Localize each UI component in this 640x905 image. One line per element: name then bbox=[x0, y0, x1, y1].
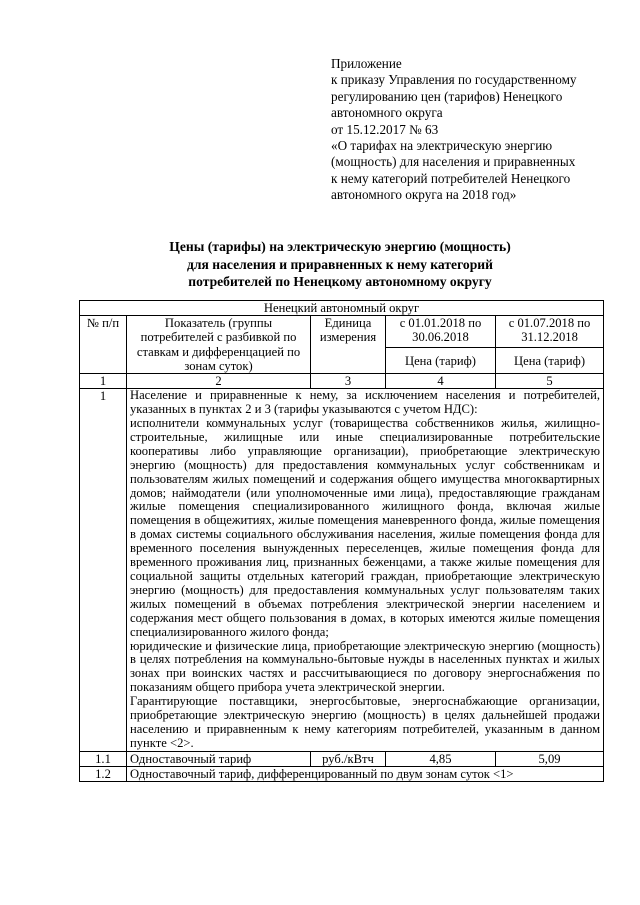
appendix-line: Приложение bbox=[331, 56, 402, 71]
document-title bbox=[100, 238, 580, 291]
row-1-description bbox=[127, 389, 604, 752]
header-indicator: Показатель (группы потребителей с разбивкой по ставкам и дифференцацией по зонам суток) bbox=[127, 316, 311, 374]
table-row-1-1 bbox=[80, 751, 604, 766]
header-num: № п/п bbox=[80, 316, 127, 374]
column-number: 3 bbox=[311, 374, 386, 389]
row-number: 1.1 bbox=[80, 751, 127, 766]
header-row bbox=[80, 316, 604, 348]
column-number-row bbox=[80, 374, 604, 389]
appendix-line: автономного округа на 2018 год» bbox=[331, 187, 517, 203]
row-number: 1 bbox=[80, 389, 127, 752]
appendix-line: к приказу Управления по государственному bbox=[331, 72, 577, 88]
appendix-line: (мощность) для населения и приравненных bbox=[331, 154, 576, 170]
header-period-1: с 01.01.2018 по 30.06.2018 bbox=[386, 316, 496, 348]
row-label: Одноставочный тариф bbox=[127, 751, 311, 766]
title-line: потребителей по Ненецкому автономному округу bbox=[188, 274, 492, 289]
appendix-line: к нему категорий потребителей Ненецкого bbox=[331, 170, 571, 186]
appendix-line: «О тарифах на электрическую энергию bbox=[331, 138, 553, 154]
region-cell: Ненецкий автономный округ bbox=[80, 301, 604, 316]
appendix-line: автономного округа bbox=[331, 105, 443, 121]
column-number: 4 bbox=[386, 374, 496, 389]
table-row-1 bbox=[80, 389, 604, 752]
header-period-2: с 01.07.2018 по 31.12.2018 bbox=[496, 316, 604, 348]
column-number: 2 bbox=[127, 374, 311, 389]
column-number: 1 bbox=[80, 374, 127, 389]
row-1-paragraph: Население и приравненные к нему, за исключением населения и потребителей, указанных в пунктах 2 и 3 (тарифы указываются с учетом НДС): bbox=[130, 388, 601, 417]
table-row-1-2 bbox=[80, 766, 604, 781]
row-label: Одноставочный тариф, дифференцированный по двум зонам суток <1> bbox=[127, 766, 604, 781]
title-line: для населения и приравненных к нему категорий bbox=[187, 256, 493, 272]
row-unit: руб./кВтч bbox=[311, 751, 386, 766]
row-1-paragraph: Гарантирующие поставщики, энергосбытовые, энергоснабжающие организации, приобретающие электрическую энергию (мощность) в целях дальнейшей продажи населению и приравненным к нему категориям потребителей, указанным в данном пункте <2>. bbox=[130, 694, 601, 750]
row-1-paragraph: юридические и физические лица, приобретающие электрическую энергию (мощность) в целях потребления на коммунально-бытовые нужды в населенных пунктах и жилых зонах при воинских частях и рассчитывающиеся по договору энергоснабжения по показаниям общего прибора учета электрической энергии. bbox=[130, 638, 601, 695]
tariff-table bbox=[79, 300, 604, 782]
row-value-1: 4,85 bbox=[386, 751, 496, 766]
row-1-paragraph: исполнители коммунальных услуг (товарищества собственников жилья, жилищно-строительные, жилищные или иные специализированные потребительские кооперативы либо управляющие организации), приобретающие электрическую энергию (мощность) для предоставления коммунальных услуг собственникам и пользователям жилых помещений и содержания общего имущества многоквартирных домов; наймодатели (или уполномоченные ими лица), предоставляющие гражданам жилые помещения специализированного жилищного фонда, включая жилые помещения в общежитиях, жилые помещения маневренного фонда, жилые помещения в домах системы социального обслуживания населения, жилые помещения фонда для временного поселения вынужденных переселенцев, жилые помещения фонда для временного проживания лиц, признанных беженцами, а также жилые помещения для социальной защиты отдельных категорий граждан, приобретающие электрическую энергию (мощность) для предоставления коммунальных услуг пользователям таких жилых помещений в объемах потребления электрической энергии населением и содержания мест общего пользования в домах, в которых имеются жилые помещения специализированного жилого фонда; bbox=[130, 416, 601, 639]
title-line: Цены (тарифы) на электрическую энергию (мощность) bbox=[169, 239, 511, 254]
row-value-2: 5,09 bbox=[496, 751, 604, 766]
column-number: 5 bbox=[496, 374, 604, 389]
appendix-block bbox=[331, 56, 621, 204]
header-price-2: Цена (тариф) bbox=[496, 348, 604, 374]
row-number: 1.2 bbox=[80, 766, 127, 781]
header-price-1: Цена (тариф) bbox=[386, 348, 496, 374]
appendix-line: от 15.12.2017 № 63 bbox=[331, 121, 439, 137]
appendix-line: регулированию цен (тарифов) Ненецкого bbox=[331, 88, 563, 104]
header-unit: Единица измерения bbox=[311, 316, 386, 374]
region-row bbox=[80, 301, 604, 316]
